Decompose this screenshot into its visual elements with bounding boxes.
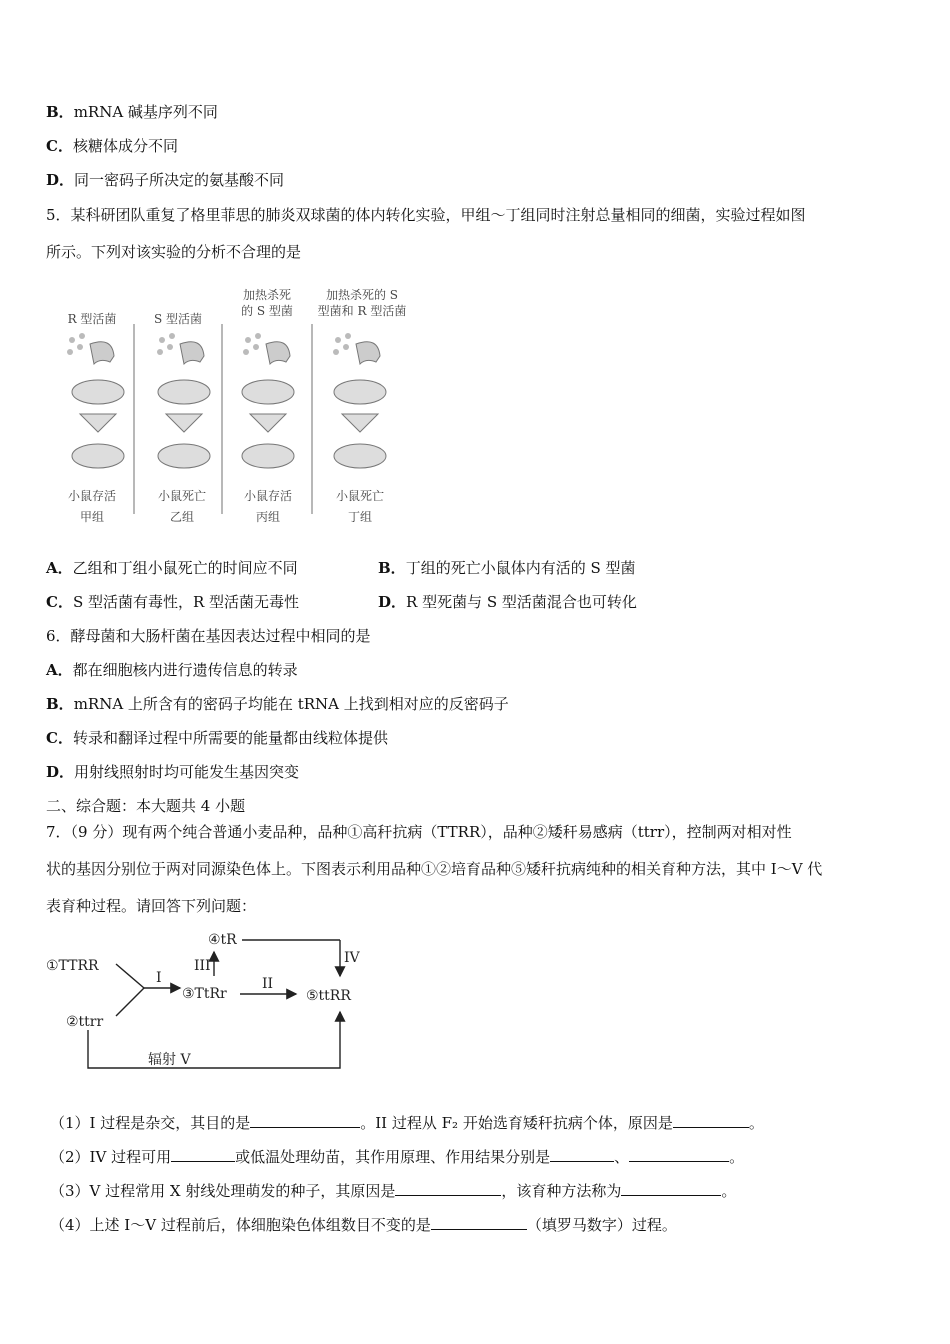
q7-sub3 (50, 1181, 736, 1201)
option-letter: A． (46, 661, 73, 679)
answer-blank[interactable] (629, 1147, 729, 1162)
group-1-top-label: R 型活菌 (67, 312, 117, 326)
node-2: ②ttrr (66, 1014, 104, 1030)
syringe-icon (266, 342, 290, 364)
group-3-name: 丙组 (255, 510, 280, 524)
group-1-name: 甲组 (79, 510, 104, 524)
group-3-result: 小鼠存活 (243, 489, 292, 503)
cross-line (116, 964, 144, 988)
q7-sub2 (50, 1147, 744, 1167)
q4-option-b (46, 102, 218, 122)
syringe-icon (180, 342, 204, 364)
cross-line (116, 988, 144, 1016)
option-letter: D． (46, 171, 75, 189)
group-3-top-label-1: 加热杀死 (242, 288, 291, 302)
option-text: R 型死菌与 S 型活菌混合也可转化 (406, 593, 637, 611)
option-letter: C． (46, 593, 73, 611)
answer-blank[interactable] (171, 1147, 235, 1162)
group-2-top-label: S 型活菌 (153, 312, 203, 326)
option-text: mRNA 上所含有的密码子均能在 tRNA 上找到相对应的反密码子 (73, 695, 509, 713)
q5-stem-line2: 所示。下列对该实验的分析不合理的是 (46, 243, 302, 261)
q7-sub2-part-d: 。 (729, 1148, 745, 1166)
option-text: 丁组的死亡小鼠体内有活的 S 型菌 (405, 559, 636, 577)
down-arrow-icon (166, 414, 202, 432)
q7-sub3-part-c: 。 (721, 1182, 737, 1200)
option-letter: C． (46, 729, 73, 747)
q5-option-d (378, 592, 637, 612)
down-arrow-icon (80, 414, 116, 432)
q5-option-a (46, 558, 298, 578)
mouse-icon (72, 444, 124, 468)
mouse-icon (158, 444, 210, 468)
q7-sub1-part-a: （1）I 过程是杂交，其目的是 (50, 1114, 251, 1132)
group-2-drawing (157, 333, 210, 468)
option-text: mRNA 碱基序列不同 (73, 103, 218, 121)
option-letter: B． (46, 695, 74, 713)
q7-sub1-part-b: 。II 过程从 F₂ 开始选育矮秆抗病个体，原因是 (360, 1114, 673, 1132)
mouse-icon (158, 380, 210, 404)
option-letter: A． (46, 559, 73, 577)
mouse-experiment-figure (50, 284, 420, 534)
option-text: 乙组和丁组小鼠死亡的时间应不同 (72, 559, 298, 577)
node-5: ⑤ttRR (306, 988, 351, 1004)
q5-option-c (46, 592, 299, 612)
group-4-drawing (333, 333, 386, 468)
group-4-top-label-1: 加热杀死的 S (325, 288, 399, 302)
q6-option-d (46, 762, 299, 782)
breeding-flow-svg (44, 926, 374, 1080)
q5-stem-line1: 5．某科研团队重复了格里菲思的肺炎双球菌的体内转化实验，甲组～丁组同时注射总量相同的细菌，实验过程如图 (46, 206, 806, 224)
q7-sub3-part-a: （3）V 过程常用 X 射线处理萌发的种子，其原因是 (50, 1182, 396, 1200)
node-1: ①TTRR (46, 958, 99, 974)
answer-blank[interactable] (621, 1181, 721, 1196)
q6-stem: 6．酵母菌和大肠杆菌在基因表达过程中相同的是 (46, 627, 371, 645)
option-letter: B． (378, 559, 406, 577)
q7-sub4-part-a: （4）上述 I～V 过程前后，体细胞染色体组数目不变的是 (50, 1216, 431, 1234)
q5-option-b (378, 558, 636, 578)
process-iii-label: III (194, 958, 211, 974)
mouse-icon (334, 380, 386, 404)
q7-stem-line2: 状的基因分别位于两对同源染色体上。下图表示利用品种①②培育品种⑤矮秆抗病纯种的相关育种方法，其中 I～V 代 (46, 860, 823, 878)
answer-blank[interactable] (550, 1147, 614, 1162)
q7-sub2-part-c: 、 (614, 1148, 630, 1166)
syringe-icon (90, 342, 114, 364)
answer-blank[interactable] (250, 1113, 360, 1128)
breeding-diagram (44, 926, 374, 1080)
process-v-label: 辐射 V (148, 1052, 191, 1068)
q6-option-a (46, 660, 298, 680)
q7-stem-line3: 表育种过程。请回答下列问题： (46, 897, 257, 915)
q6-option-c (46, 728, 388, 748)
group-1-drawing (67, 333, 124, 468)
node-4: ④tR (208, 932, 237, 948)
q7-sub1 (50, 1113, 764, 1133)
mouse-icon (72, 380, 124, 404)
mouse-icon (242, 380, 294, 404)
arrow-v (88, 1012, 340, 1068)
q7-stem-line1: 7．（9 分）现有两个纯合普通小麦品种，品种①高秆抗病（TTRR），品种②矮秆易感病（ttrr），控制两对相对性 (46, 823, 792, 841)
group-4-result: 小鼠死亡 (335, 489, 384, 503)
answer-blank[interactable] (673, 1113, 749, 1128)
q7-sub4-part-b: （填罗马数字）过程。 (526, 1216, 677, 1234)
node-3: ③TtRr (182, 986, 227, 1002)
group-1-result: 小鼠存活 (67, 489, 116, 503)
q7-sub4 (50, 1215, 677, 1235)
q4-option-c (46, 136, 178, 156)
q7-sub1-part-c: 。 (748, 1114, 764, 1132)
group-3-drawing (242, 333, 294, 468)
q7-sub2-part-a: （2）IV 过程可用 (50, 1148, 172, 1166)
section-2-title: 二、综合题：本大题共 4 小题 (46, 797, 246, 815)
option-text: 核糖体成分不同 (72, 137, 178, 155)
option-letter: D． (46, 763, 75, 781)
process-i-label: I (156, 970, 162, 986)
syringe-icon (356, 342, 380, 364)
q7-sub2-part-b: 或低温处理幼苗，其作用原理、作用结果分别是 (235, 1148, 551, 1166)
q4-option-d (46, 170, 284, 190)
down-arrow-icon (342, 414, 378, 432)
option-text: S 型活菌有毒性，R 型活菌无毒性 (72, 593, 300, 611)
option-text: 用射线照射时均可能发生基因突变 (74, 763, 300, 781)
down-arrow-icon (250, 414, 286, 432)
option-text: 同一密码子所决定的氨基酸不同 (74, 171, 285, 189)
option-text: 转录和翻译过程中所需要的能量都由线粒体提供 (72, 729, 388, 747)
mouse-icon (334, 444, 386, 468)
answer-blank[interactable] (431, 1215, 527, 1230)
group-4-name: 丁组 (347, 510, 372, 524)
group-2-name: 乙组 (169, 510, 194, 524)
group-2-result: 小鼠死亡 (157, 489, 206, 503)
option-text: 都在细胞核内进行遗传信息的转录 (72, 661, 298, 679)
group-3-top-label-2: 的 S 型菌 (241, 304, 293, 318)
q7-sub3-part-b: ，该育种方法称为 (501, 1182, 622, 1200)
option-letter: C． (46, 137, 73, 155)
process-ii-label: II (262, 976, 274, 992)
option-letter: B． (46, 103, 74, 121)
option-letter: D． (378, 593, 407, 611)
process-iv-label: IV (344, 950, 360, 966)
mouse-icon (242, 444, 294, 468)
answer-blank[interactable] (395, 1181, 501, 1196)
q6-option-b (46, 694, 509, 714)
group-4-top-label-2: 型菌和 R 型活菌 (317, 304, 407, 318)
